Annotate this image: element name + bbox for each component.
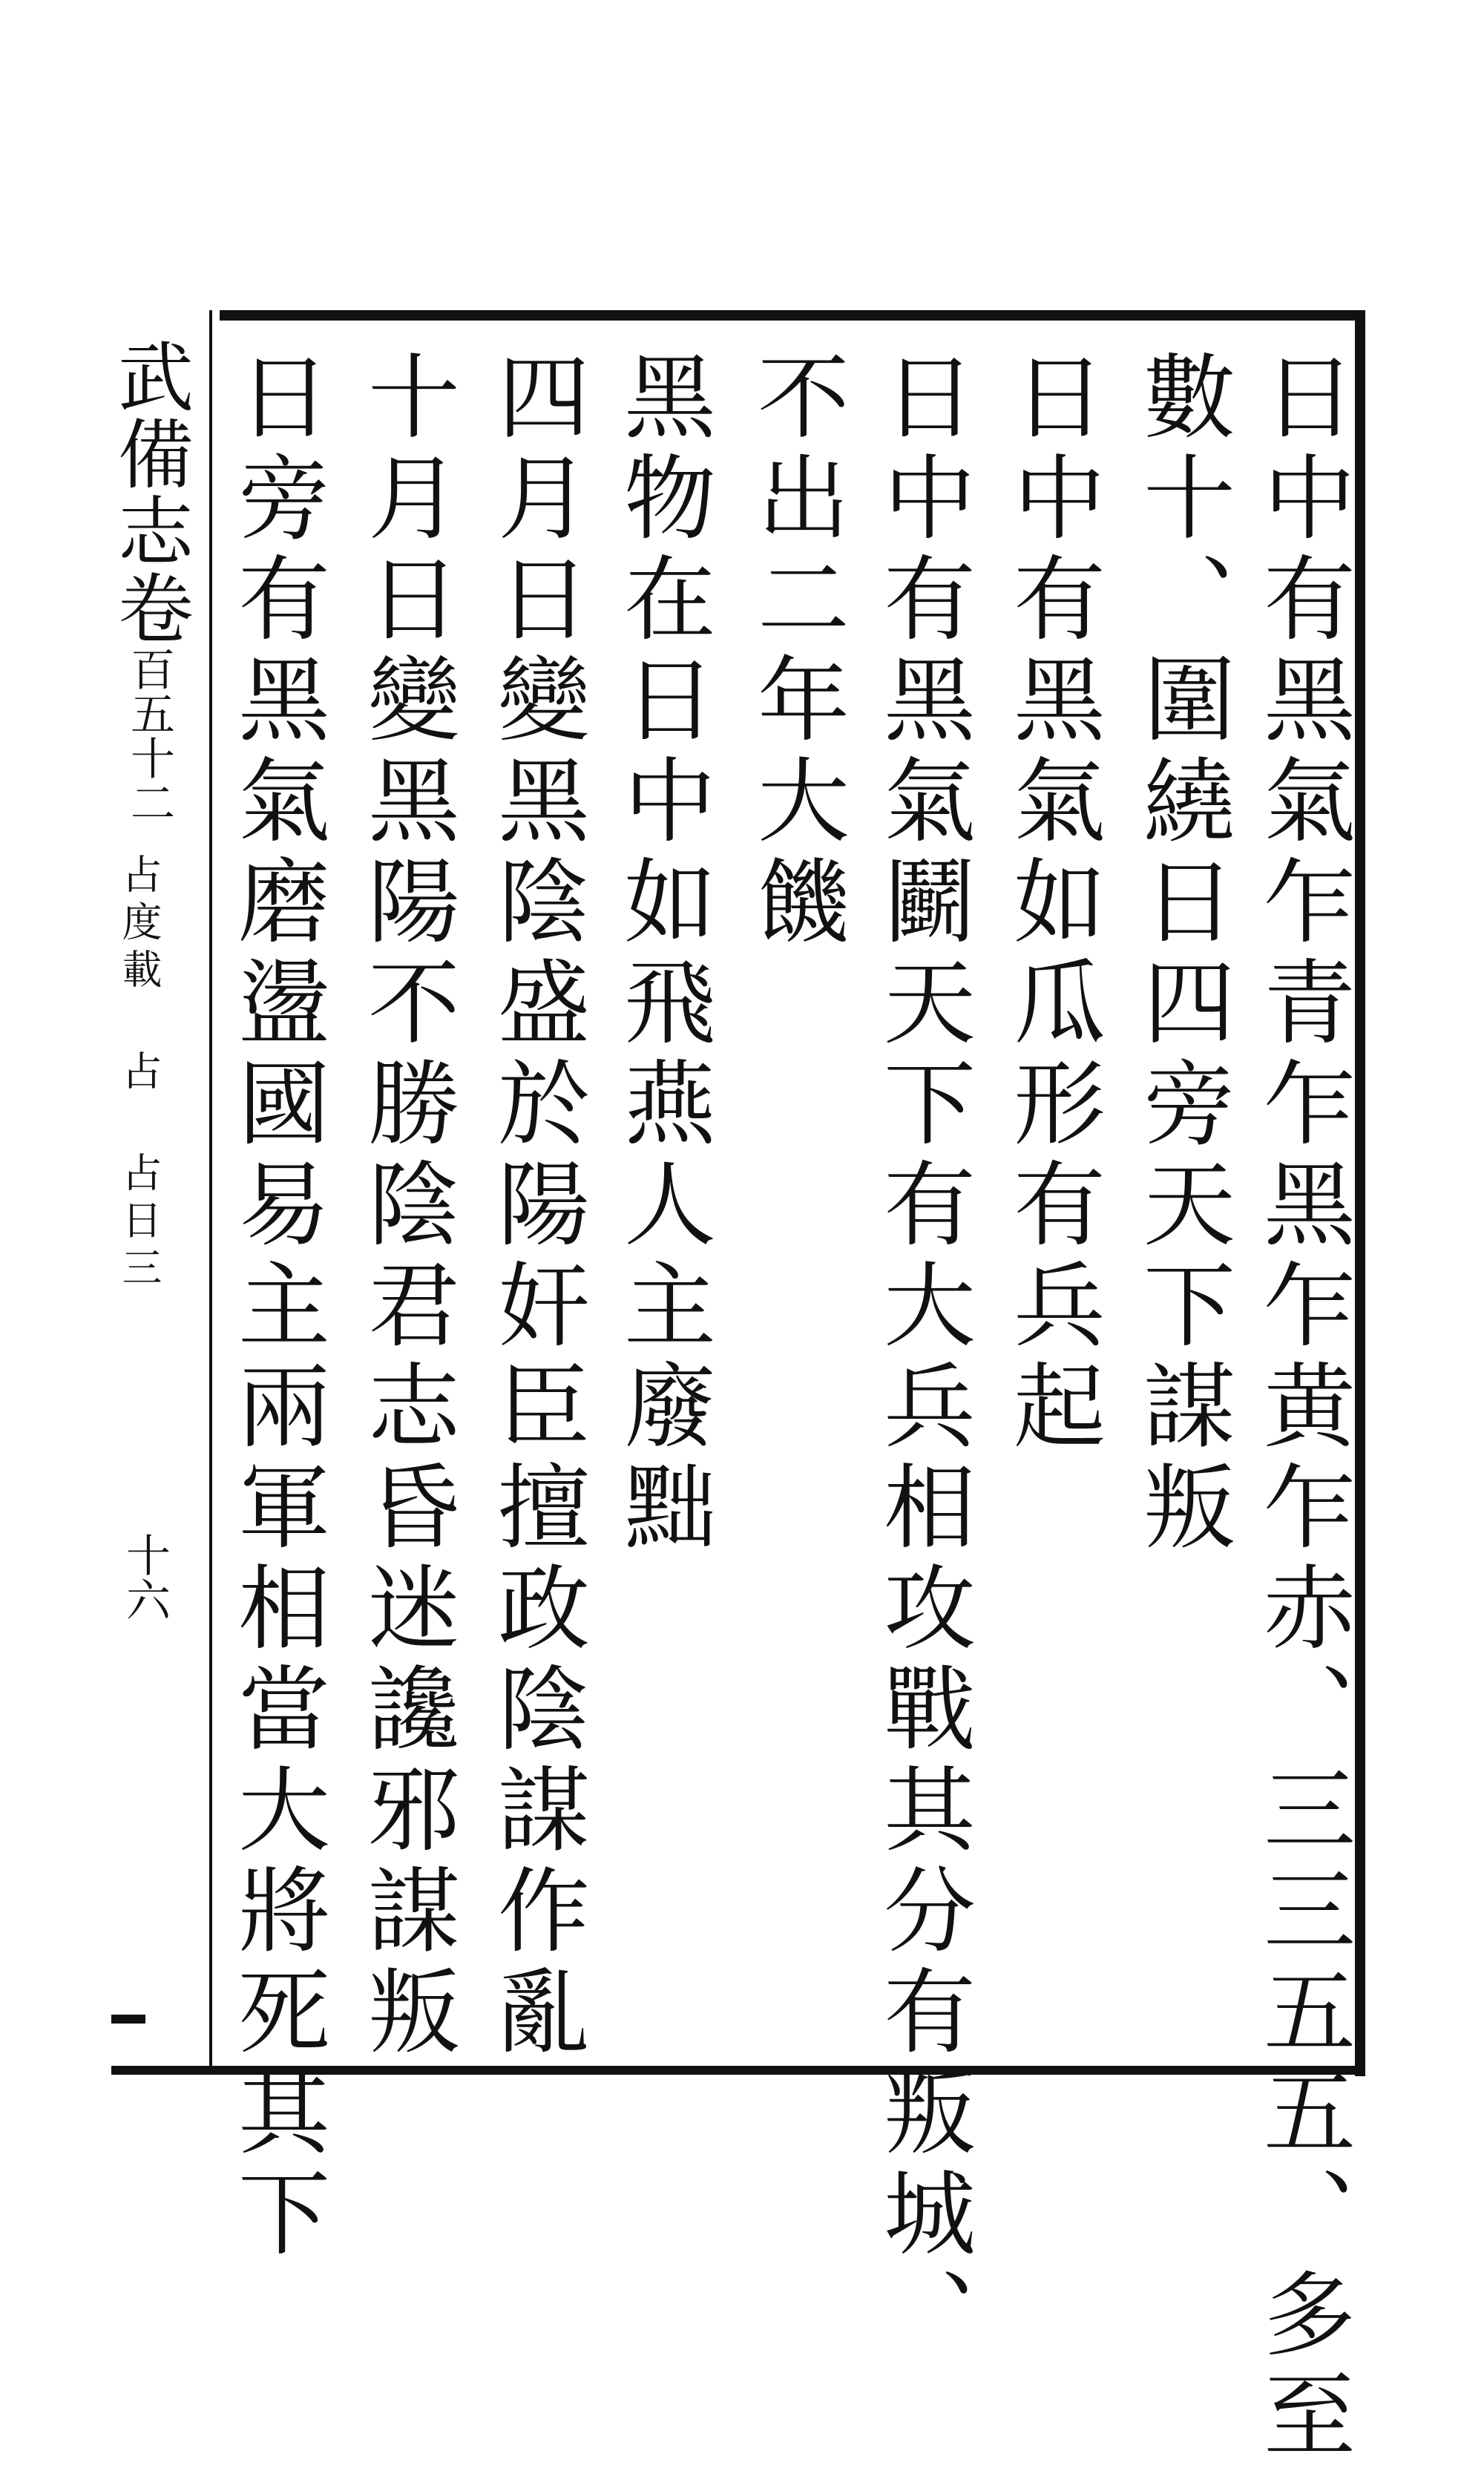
text-column-1: 日中有黑氣乍青乍黑乍黄乍赤、三三五五、多至 bbox=[1248, 349, 1355, 2468]
frame-inner-rule bbox=[209, 310, 212, 2070]
text-column-8: 十月日變黑陽不勝陰君志昏迷讒邪謀叛 bbox=[352, 349, 459, 2064]
text-column-4: 日中有黑氣鬬天下有大兵相攻戰其分有叛城、 bbox=[868, 349, 975, 2367]
frame-top-rule bbox=[220, 310, 1362, 321]
frame-right-rule bbox=[1355, 310, 1365, 2076]
section-label: 占度載 占 占日三 bbox=[116, 853, 162, 1294]
book-title-text: 武備志卷 bbox=[105, 338, 194, 646]
text-column-2: 數十、圍繞日四旁天下謀叛 bbox=[1128, 349, 1235, 1560]
book-title bbox=[105, 338, 194, 824]
text-column-6: 黑物在日中如飛燕人主廢黜 bbox=[608, 349, 715, 1560]
text-column-5: 不出二年大饑 bbox=[742, 349, 849, 954]
volume-number: 百五十二 bbox=[123, 646, 175, 824]
text-column-9: 日旁有黑氣磨盪國易主兩軍相當大將死其下 bbox=[223, 349, 329, 2266]
page-number: 十六 bbox=[119, 1532, 171, 1621]
margin-mark bbox=[111, 2015, 145, 2024]
text-column-7: 四月日變黑陰盛於陽奸臣擅政陰謀作亂 bbox=[482, 349, 589, 2064]
text-column-3: 日中有黑氣如瓜形有兵起 bbox=[998, 349, 1105, 1459]
